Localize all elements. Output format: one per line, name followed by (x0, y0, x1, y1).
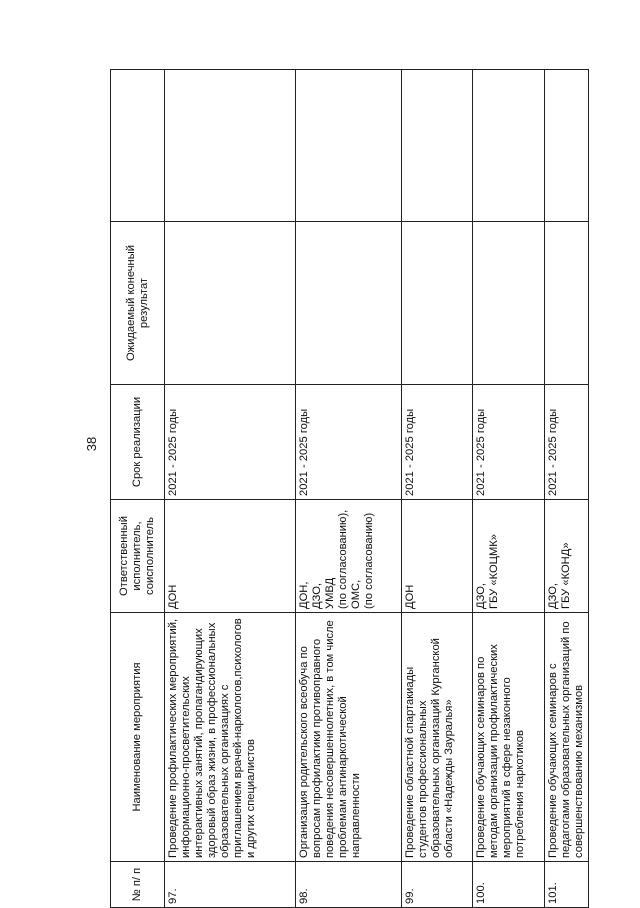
row-responsible (402, 500, 473, 613)
row-name: Проведение профилактических мероприятий, информационно-просветительских интерактивных занятий, пропагандирующих здоровый образ жизни, в профессиональных образовательных организациях с приглашением врачей-наркологов,психологов и других специалистов (165, 613, 296, 862)
row-responsible (296, 500, 402, 613)
row-number: 100. (473, 862, 545, 908)
row-term: 2021 - 2025 годы (165, 385, 296, 500)
row-term: 2021 - 2025 годы (296, 385, 402, 500)
table-row (402, 70, 473, 908)
table-row (165, 70, 296, 908)
responsible-line: ДОН (167, 584, 179, 609)
measures-table (110, 69, 589, 908)
row-name: Проведение областной спартакиады студентов профессиональных образовательных организаций Курганской области «Надежды Зауралья» (402, 613, 473, 862)
row-responsible (165, 500, 296, 613)
header-name: Наименование мероприятия (111, 613, 165, 862)
table-row (545, 70, 589, 908)
row-empty (402, 70, 473, 222)
row-empty (296, 70, 402, 222)
row-result (402, 222, 473, 385)
row-result (545, 222, 589, 385)
responsible-line: ГБУ «КОНД» (560, 542, 572, 609)
row-name: Проведение обучающих семинаров по методам организации профилактических мероприятий в сфере незаконного потребления наркотиков (473, 613, 545, 862)
responsible-line: (по согласованию) (363, 512, 375, 609)
header-term: Срок реализации (111, 385, 165, 500)
header-responsible: Ответственный исполнитель, соисполнитель (111, 500, 165, 613)
row-empty (545, 70, 589, 222)
table-row (296, 70, 402, 908)
row-responsible (473, 500, 545, 613)
responsible-line: ДЗО, (547, 582, 559, 609)
responsible-line: ДЗО, (475, 582, 487, 609)
responsible-line: ДОН, (298, 581, 310, 609)
row-result (473, 222, 545, 385)
row-term: 2021 - 2025 годы (402, 385, 473, 500)
responsible-line: (по согласованию), (337, 509, 349, 609)
row-number: 101. (545, 862, 589, 908)
page-number: 38 (84, 436, 99, 452)
row-number: 97. (165, 862, 296, 908)
responsible-line: УМВД (324, 577, 336, 609)
row-responsible (545, 500, 589, 613)
responsible-line: ОМС, (350, 579, 362, 609)
responsible-line: ГБУ «КОЦМК» (488, 533, 500, 609)
row-term: 2021 - 2025 годы (545, 385, 589, 500)
row-result (165, 222, 296, 385)
header-result: Ожидаемый конечный результат (111, 222, 165, 385)
row-empty (473, 70, 545, 222)
row-result (296, 222, 402, 385)
row-name: Проведение обучающих семинаров с педагогами образовательных организаций по совершенствованию механизмов (545, 613, 589, 862)
row-name: Организация родительского всеобуча по вопросам профилактики противоправного поведения несовершеннолетних, в том числе проблемам антинаркотической направленности (296, 613, 402, 862)
responsible-line: ДЗО, (311, 582, 323, 609)
rotated-table-wrapper (110, 70, 586, 908)
table-row (473, 70, 545, 908)
row-empty (165, 70, 296, 222)
row-number: 99. (402, 862, 473, 908)
row-number: 98. (296, 862, 402, 908)
header-empty (111, 70, 165, 222)
header-number: № п/ п (111, 862, 165, 908)
table-header-row (111, 70, 165, 908)
row-term: 2021 - 2025 годы (473, 385, 545, 500)
responsible-line: ДОН (404, 584, 416, 609)
